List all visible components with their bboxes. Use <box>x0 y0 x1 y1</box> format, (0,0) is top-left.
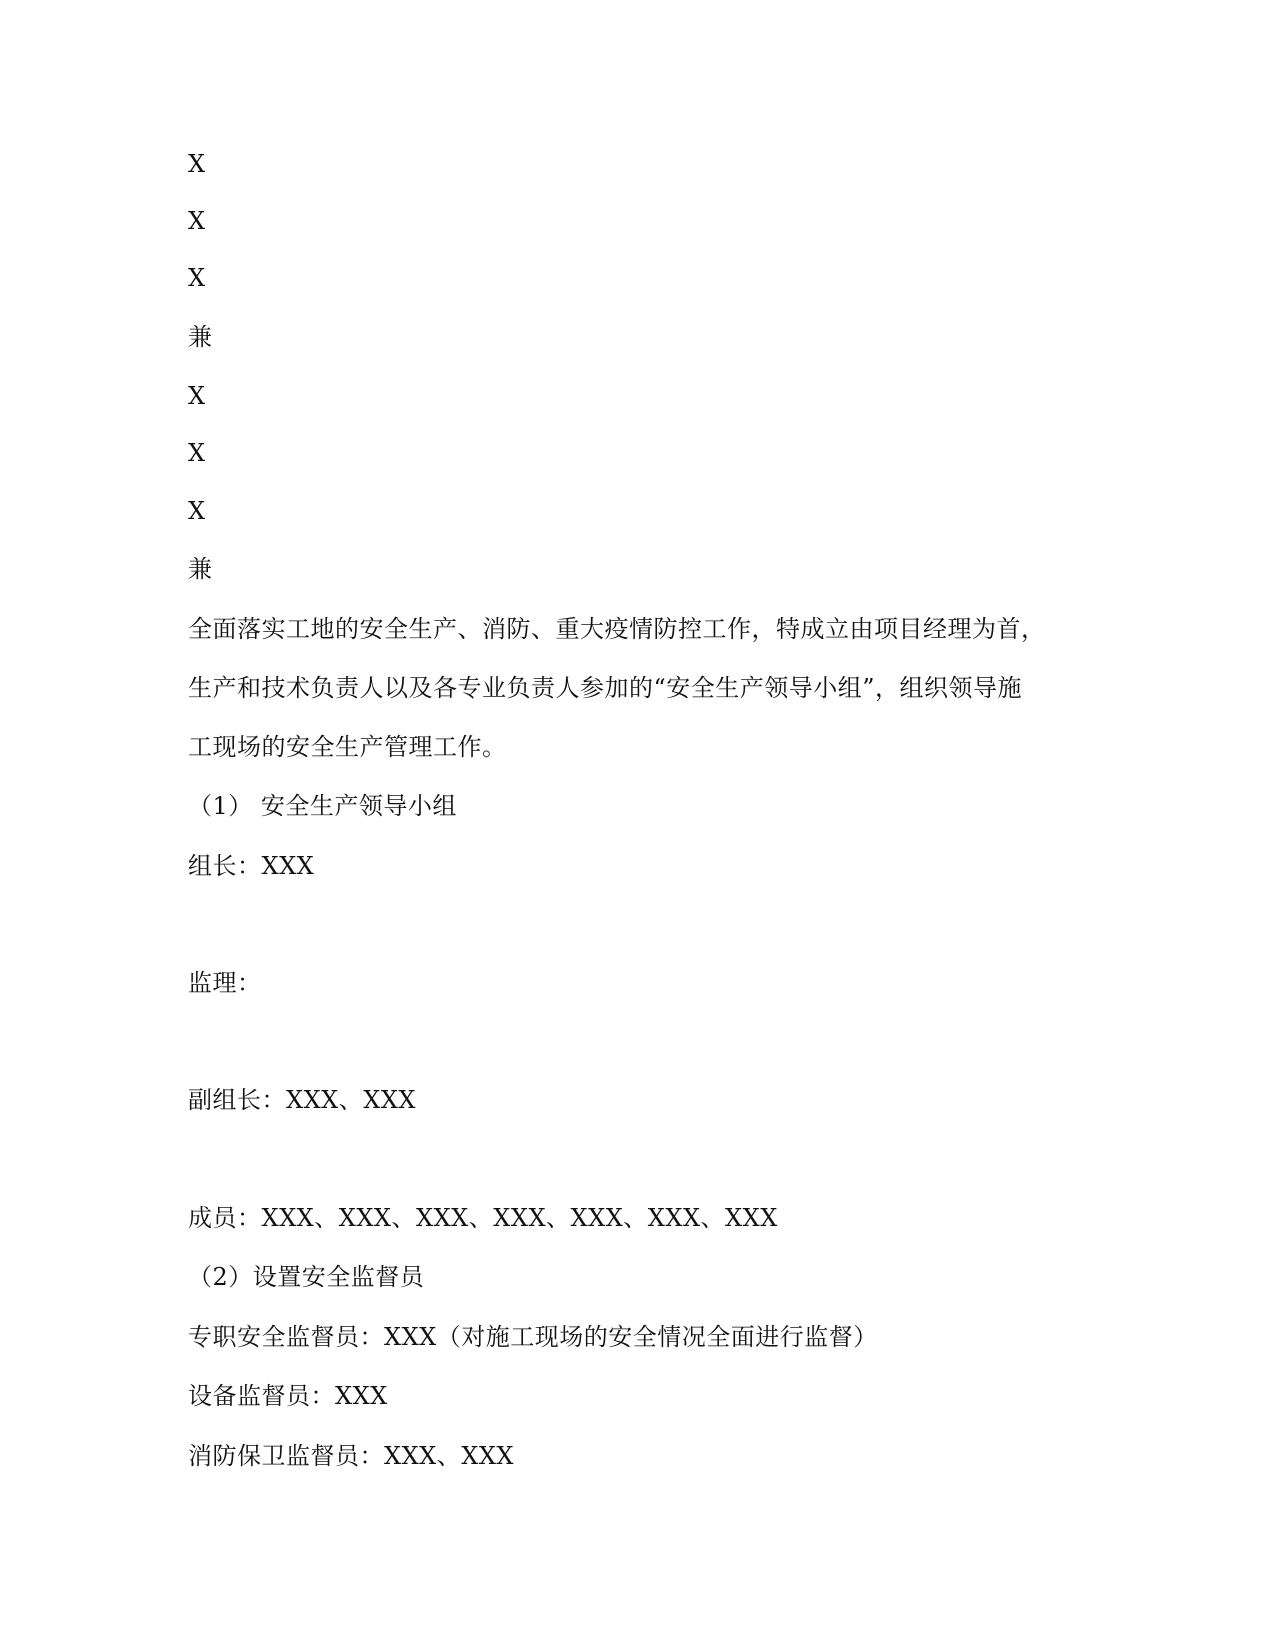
section2-heading: （2）设置安全监督员 <box>188 1263 425 1291</box>
stray-char: X <box>188 207 206 235</box>
stray-char: 兼 <box>188 323 213 351</box>
paragraph-line: 全面落实工地的安全生产、消防、重大疫情防控工作，特成立由项目经理为首， <box>188 615 1046 643</box>
supervisor-line: 专职安全监督员：XXX（对施工现场的安全情况全面进行监督） <box>188 1323 878 1351</box>
stray-char: X <box>188 382 206 410</box>
section1-heading: （1） 安全生产领导小组 <box>188 792 457 820</box>
supervisor-line: 设备监督员：XXX <box>188 1382 388 1410</box>
paragraph-line: 生产和技术负责人以及各专业负责人参加的“安全生产领导小组”，组织领导施 <box>188 674 1023 702</box>
supervision-line: 监理： <box>188 969 262 997</box>
stray-char: X <box>188 150 206 178</box>
stray-char: 兼 <box>188 555 213 583</box>
stray-char: X <box>188 439 206 467</box>
deputy-leader-line: 副组长：XXX、XXX <box>188 1086 417 1114</box>
members-line: 成员：XXX、XXX、XXX、XXX、XXX、XXX、XXX <box>188 1204 778 1232</box>
stray-char: X <box>188 497 206 525</box>
paragraph-line: 工现场的安全生产管理工作。 <box>188 733 507 761</box>
stray-char: X <box>188 264 206 292</box>
supervisor-line: 消防保卫监督员：XXX、XXX <box>188 1442 515 1470</box>
leader-line: 组长：XXX <box>188 852 315 880</box>
